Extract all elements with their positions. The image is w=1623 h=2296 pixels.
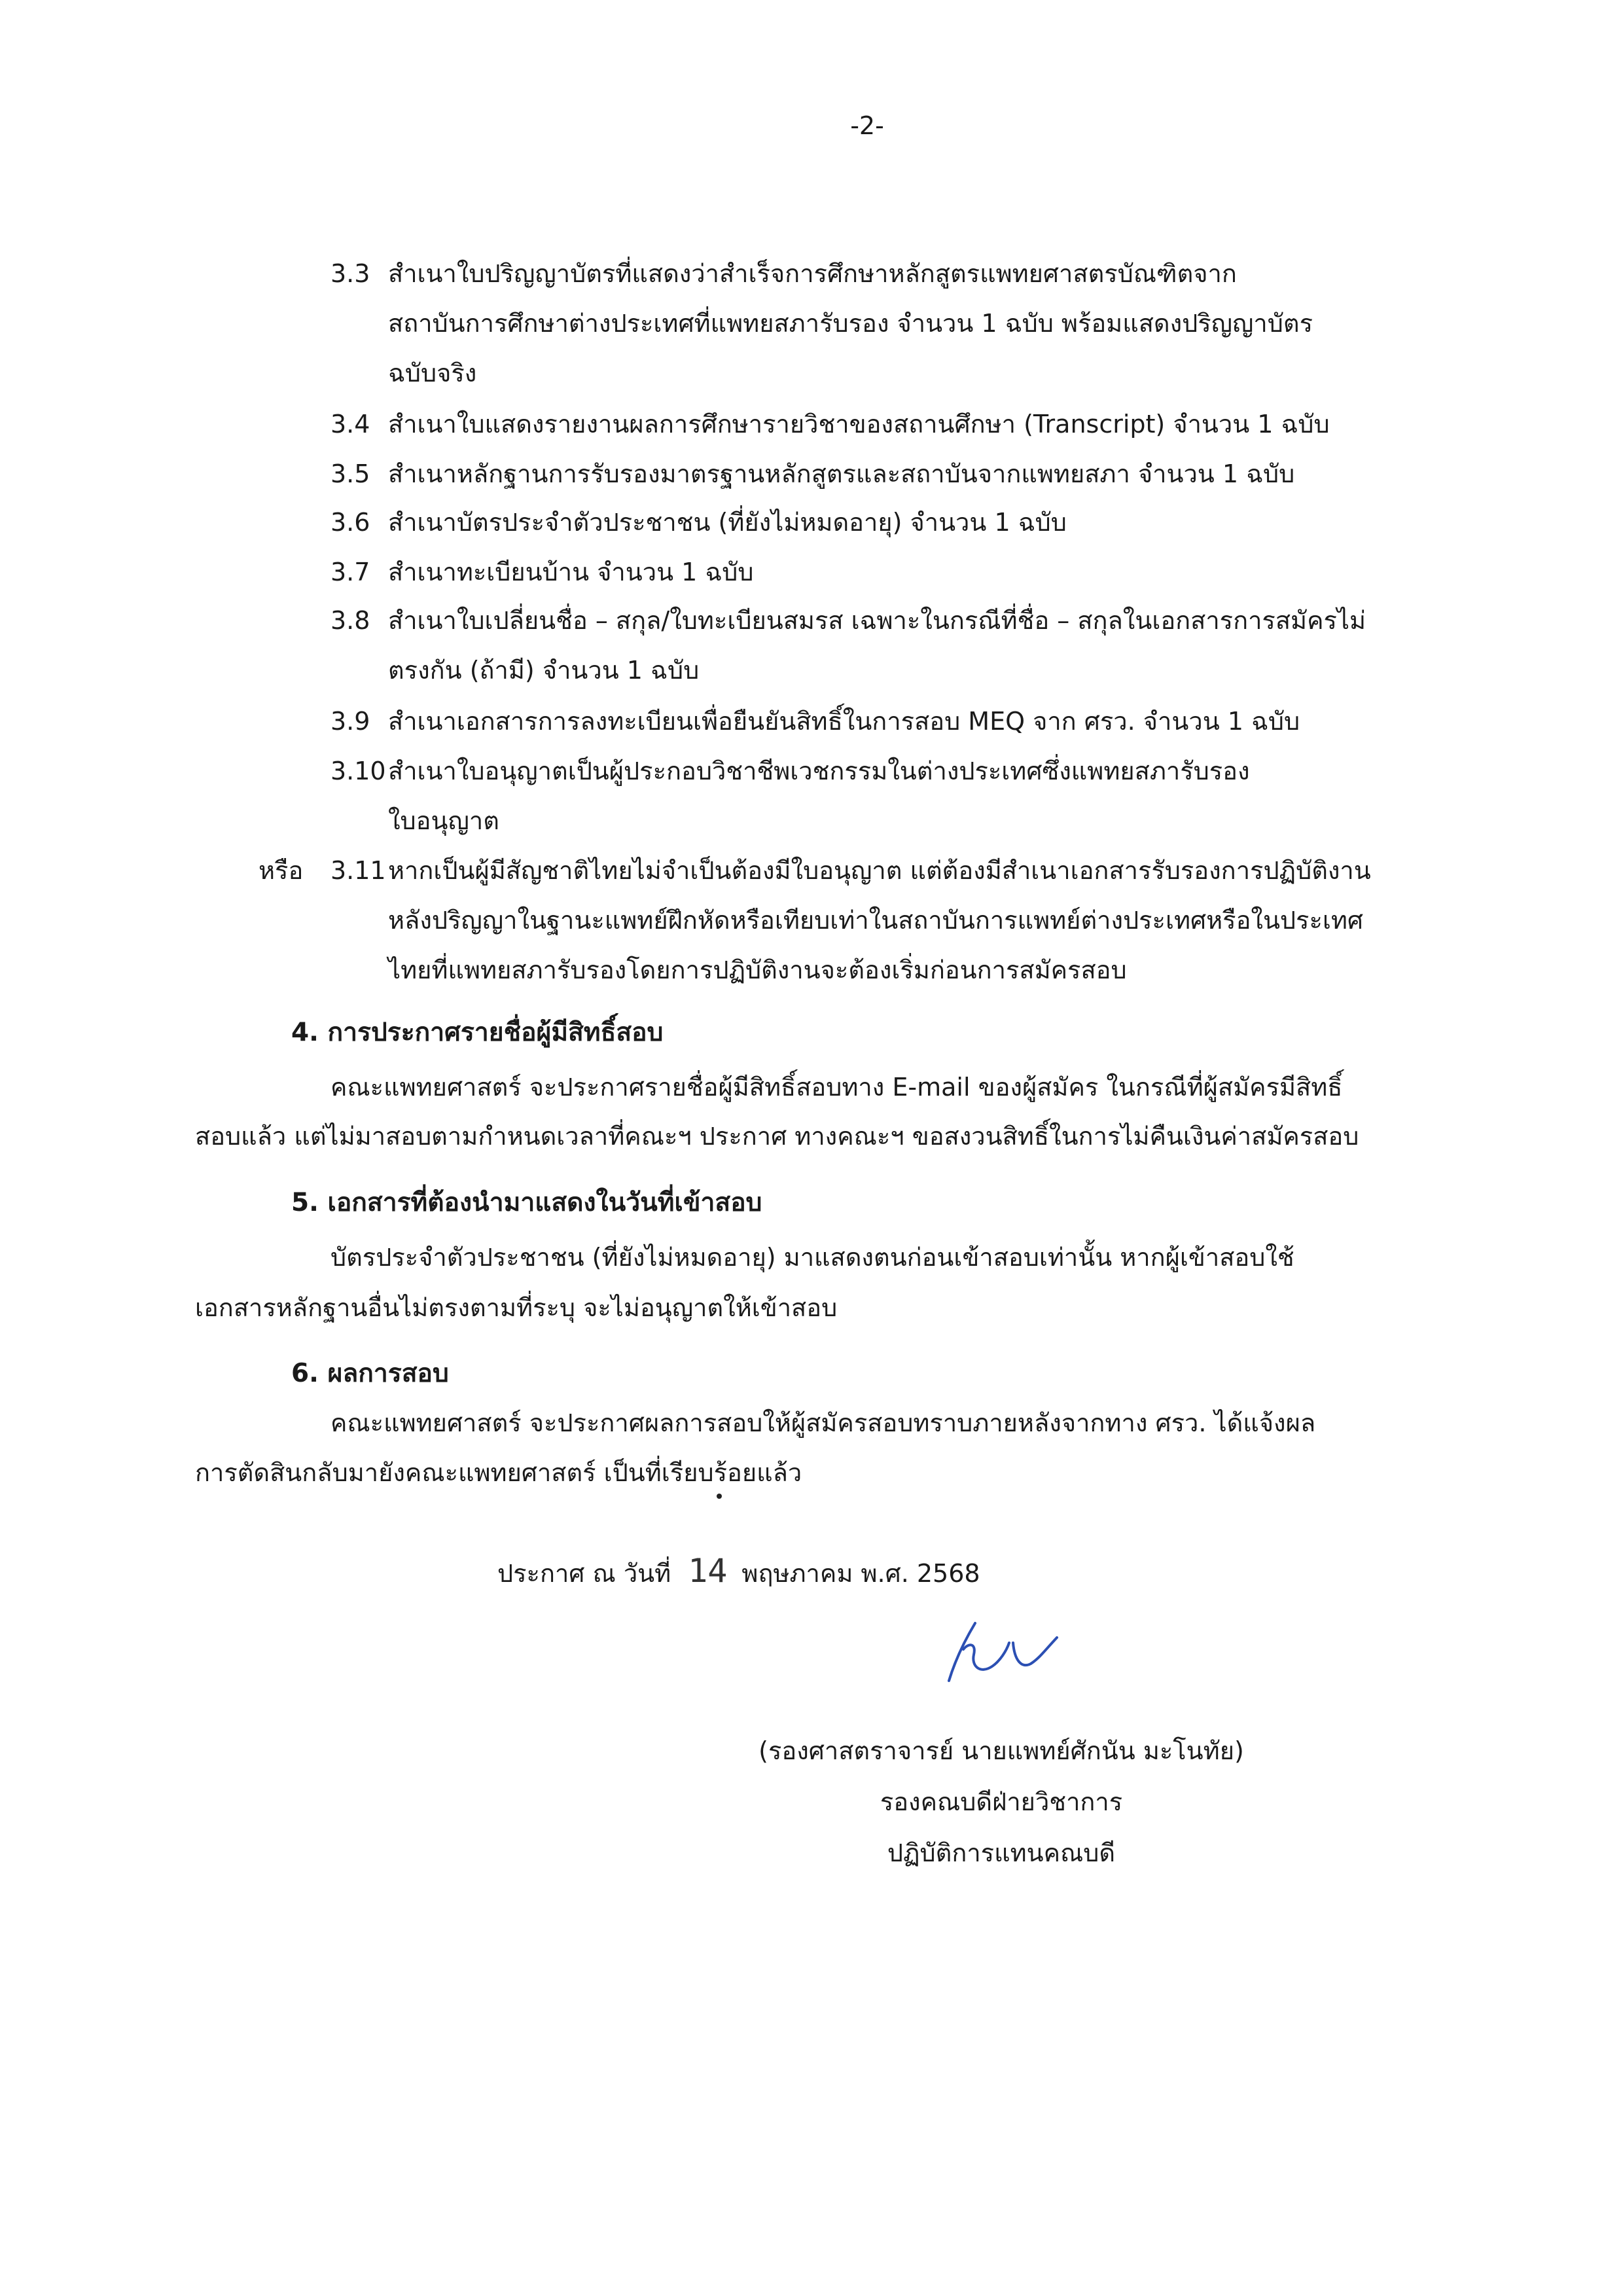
item-number: 3.11 bbox=[330, 856, 386, 885]
section-paragraph-line: สอบแล้ว แต่ไม่มาสอบตามกำหนดเวลาที่คณะฯ ประกาศ ทางคณะฯ ขอสงวนสิทธิ์ในการไม่คืนเงินค่าสมัครสอบ bbox=[195, 1122, 1359, 1151]
item-line: ใบอนุญาต bbox=[388, 806, 499, 835]
item-line: สำเนาใบปริญญาบัตรที่แสดงว่าสำเร็จการศึกษาหลักสูตรแพทยศาสตรบัณฑิตจาก bbox=[388, 259, 1237, 288]
item-number: 3.5 bbox=[330, 459, 370, 488]
announcement-date bbox=[497, 1551, 980, 1593]
section-paragraph-line: เอกสารหลักฐานอื่นไม่ตรงตามที่ระบุ จะไม่อนุญาตให้เข้าสอบ bbox=[195, 1293, 838, 1322]
item-line: สำเนาบัตรประจำตัวประชาชน (ที่ยังไม่หมดอายุ) จำนวน 1 ฉบับ bbox=[388, 508, 1067, 537]
item-line: สำเนาเอกสารการลงทะเบียนเพื่อยืนยันสิทธิ์ในการสอบ MEQ จาก ศรว. จำนวน 1 ฉบับ bbox=[388, 707, 1300, 736]
date-month-year: พฤษภาคม พ.ศ. 2568 bbox=[741, 1559, 980, 1588]
item-line: ตรงกัน (ถ้ามี) จำนวน 1 ฉบับ bbox=[388, 656, 700, 685]
item-line: ฉบับจริง bbox=[388, 359, 477, 387]
signatory-position: รองคณบดีฝ่ายวิชาการ bbox=[880, 1787, 1123, 1816]
signatory-acting: ปฏิบัติการแทนคณบดี bbox=[887, 1839, 1116, 1867]
item-line: หากเป็นผู้มีสัญชาติไทยไม่จำเป็นต้องมีใบอนุญาต แต่ต้องมีสำเนาเอกสารรับรองการปฏิบัติงาน bbox=[388, 856, 1371, 885]
date-prefix: ประกาศ ณ วันที่ bbox=[497, 1559, 671, 1588]
item-line: สำเนาหลักฐานการรับรองมาตรฐานหลักสูตรและสถาบันจากแพทยสภา จำนวน 1 ฉบับ bbox=[388, 459, 1295, 488]
item-number: 3.8 bbox=[330, 606, 370, 635]
item-line: สถาบันการศึกษาต่างประเทศที่แพทยสภารับรอง จำนวน 1 ฉบับ พร้อมแสดงปริญญาบัตร bbox=[388, 309, 1313, 338]
item-line: หลังปริญญาในฐานะแพทย์ฝึกหัดหรือเทียบเท่าในสถาบันการแพทย์ต่างประเทศหรือในประเทศ bbox=[388, 906, 1364, 935]
section-paragraph-line: คณะแพทยศาสตร์ จะประกาศรายชื่อผู้มีสิทธิ์สอบทาง E-mail ของผู้สมัคร ในกรณีที่ผู้สมัครมีสิทธิ์ bbox=[330, 1073, 1343, 1102]
item-number: 3.3 bbox=[330, 259, 370, 288]
item-line: สำเนาใบอนุญาตเป็นผู้ประกอบวิชาชีพเวชกรรมในต่างประเทศซึ่งแพทยสภารับรอง bbox=[388, 757, 1250, 785]
section-heading: 5. เอกสารที่ต้องนำมาแสดงในวันที่เข้าสอบ bbox=[291, 1188, 762, 1217]
item-prefix: หรือ bbox=[259, 856, 304, 885]
item-line: สำเนาใบแสดงรายงานผลการศึกษารายวิชาของสถานศึกษา (Transcript) จำนวน 1 ฉบับ bbox=[388, 410, 1330, 439]
item-line: ไทยที่แพทยสภารับรองโดยการปฏิบัติงานจะต้องเริ่มก่อนการสมัครสอบ bbox=[388, 956, 1127, 984]
section-heading: 6. ผลการสอบ bbox=[291, 1359, 449, 1388]
item-number: 3.4 bbox=[330, 410, 370, 439]
section-paragraph-line: การตัดสินกลับมายังคณะแพทยศาสตร์ เป็นที่เรียบร้อยแล้ว bbox=[195, 1458, 802, 1487]
ink-dot bbox=[717, 1494, 722, 1499]
signatory-name: (รองศาสตราจารย์ นายแพทย์ศักนัน มะโนทัย) bbox=[758, 1736, 1244, 1765]
item-number: 3.9 bbox=[330, 707, 370, 736]
section-paragraph-line: คณะแพทยศาสตร์ จะประกาศผลการสอบให้ผู้สมัครสอบทราบภายหลังจากทาง ศรว. ได้แจ้งผล bbox=[330, 1408, 1316, 1437]
signature-icon bbox=[929, 1610, 1073, 1689]
page-number: -2- bbox=[850, 111, 884, 140]
item-number: 3.7 bbox=[330, 558, 370, 586]
date-day: 14 bbox=[688, 1552, 728, 1590]
item-line: สำเนาทะเบียนบ้าน จำนวน 1 ฉบับ bbox=[388, 558, 754, 586]
item-number: 3.6 bbox=[330, 508, 370, 537]
item-line: สำเนาใบเปลี่ยนชื่อ – สกุล/ใบทะเบียนสมรส เฉพาะในกรณีที่ชื่อ – สกุลในเอกสารการสมัครไม่ bbox=[388, 606, 1366, 635]
item-number: 3.10 bbox=[330, 757, 386, 785]
section-paragraph-line: บัตรประจำตัวประชาชน (ที่ยังไม่หมดอายุ) มาแสดงตนก่อนเข้าสอบเท่านั้น หากผู้เข้าสอบใช้ bbox=[330, 1243, 1294, 1272]
section-heading: 4. การประกาศรายชื่อผู้มีสิทธิ์สอบ bbox=[291, 1018, 664, 1047]
